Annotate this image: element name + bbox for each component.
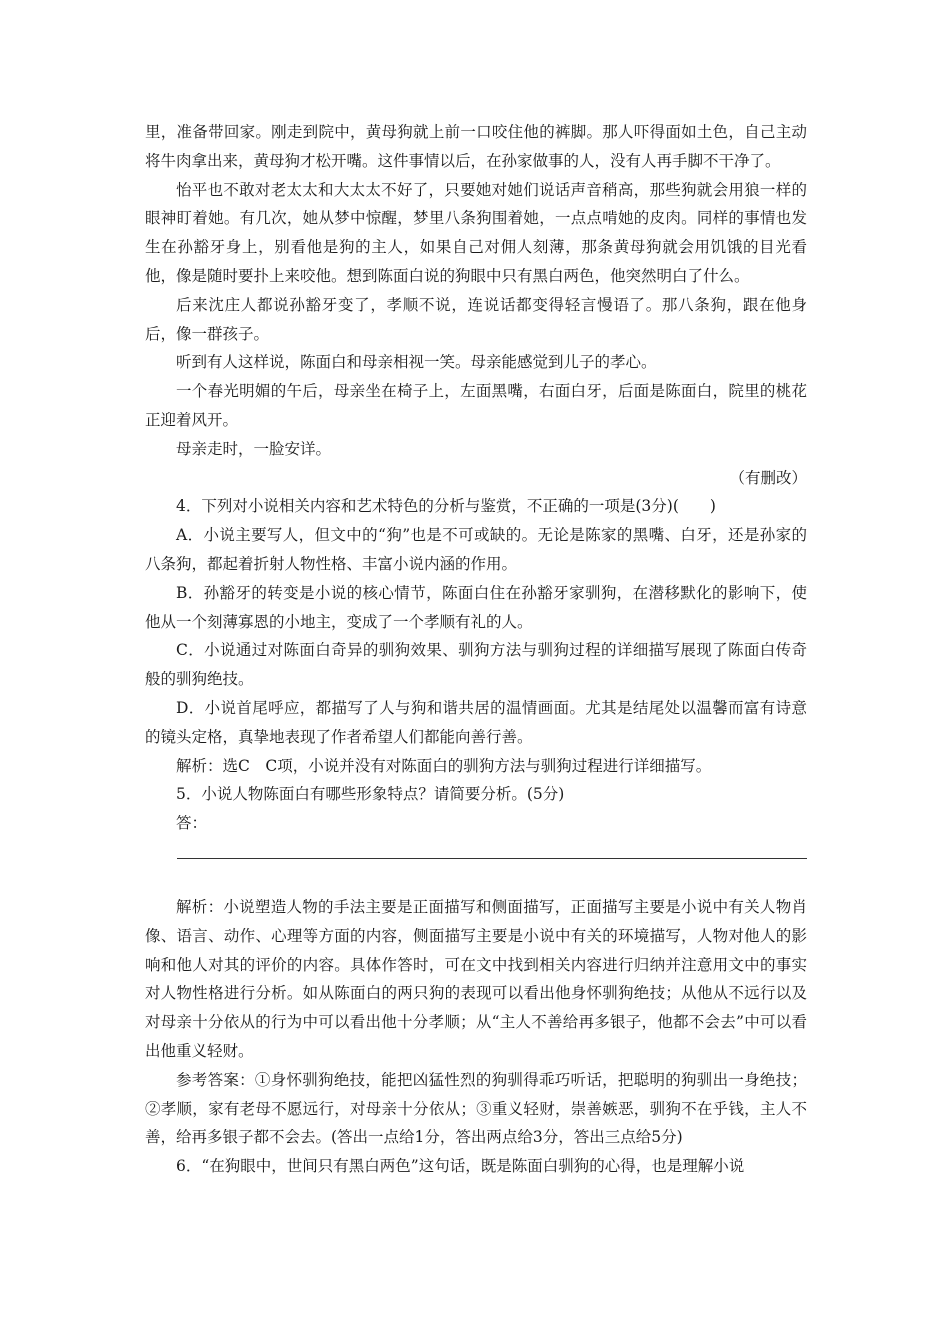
story-paragraph: 里，准备带回家。刚走到院中，黄母狗就上前一口咬住他的裤脚。那人吓得面如土色，自己主动将牛肉拿出来，黄母狗才松开嘴。这件事情以后，在孙家做事的人，没有人再手脚不干净了。 bbox=[145, 123, 807, 170]
question-4-analysis: 解析：选C C项，小说并没有对陈面白的驯狗方法与驯狗过程进行详细描写。 bbox=[176, 756, 712, 775]
question-4-option-a: A．小说主要写人，但文中的“狗”也是不可或缺的。无论是陈家的黑嘴、白牙，还是孙家的八条狗，都起着折射人物性格、丰富小说内涵的作用。 bbox=[145, 526, 807, 573]
story-paragraph: 后来沈庄人都说孙豁牙变了，孝顺不说，连说话都变得轻言慢语了。那八条狗，跟在他身后，像一群孩子。 bbox=[145, 295, 807, 343]
question-4-stem: 4．下列对小说相关内容和艺术特色的分析与鉴赏，不正确的一项是(3分)( ) bbox=[176, 497, 716, 516]
story-paragraph: 怡平也不敢对老太太和大太太不好了，只要她对她们说话声音稍高，那些狗就会用狼一样的眼神盯着她。有几次，她从梦中惊醒，梦里八条狗围着她，一点点啃她的皮肉。同样的事情也发生在孙豁牙身上，别看他是狗的主人，如果自己对佣人刻薄，那条黄母狗就会用饥饿的目光看他，像是随时要扑上来咬他。想到陈面白说的狗眼中只有黑白两色，他突然明白了什么。 bbox=[145, 180, 807, 285]
story-paragraph: 母亲走时，一脸安详。 bbox=[176, 439, 332, 458]
source-note: （有删改） bbox=[729, 468, 807, 487]
question-5-stem: 5．小说人物陈面白有哪些形象特点？请简要分析。(5分) bbox=[176, 785, 565, 804]
question-6-stem: 6．“在狗眼中，世间只有黑白两色”这句话，既是陈面白驯狗的心得，也是理解小说 bbox=[176, 1157, 745, 1176]
document-body bbox=[145, 118, 807, 1181]
story-paragraph: 听到有人这样说，陈面白和母亲相视一笑。母亲能感觉到儿子的孝心。 bbox=[176, 353, 657, 372]
question-5-analysis: 解析：小说塑造人物的手法主要是正面描写和侧面描写，正面描写主要是小说中有关人物肖像、语言、动作、心理等方面的内容，侧面描写主要是小说中有关的环境描写，人物对他人的影响和他人对其的评价的内容。具体作答时，可在文中找到相关内容进行归纳并注意用文中的事实对人物性格进行分析。如从陈面白的两只狗的表现可以看出他身怀驯狗绝技；从他从不远行以及对母亲十分依从的行为中可以看出他十分孝顺；从“主人不善给再多银子，他都不会去”中可以看出他重义轻财。 bbox=[145, 897, 807, 1060]
question-5-reference-answer: 参考答案：①身怀驯狗绝技，能把凶猛性烈的狗驯得乖巧听话，把聪明的狗驯出一身绝技；②孝顺，家有老母不愿远行，对母亲十分依从；③重义轻财，崇善嫉恶，驯狗不在乎钱，主人不善，给再多银子都不会去。(答出一点给1分，答出两点给3分，答出三点给5分) bbox=[145, 1070, 807, 1147]
question-4-option-c: C．小说通过对陈面白奇异的驯狗效果、驯狗方法与驯狗过程的详细描写展现了陈面白传奇般的驯狗绝技。 bbox=[145, 641, 807, 689]
answer-line bbox=[177, 858, 807, 859]
question-4-option-b: B．孙豁牙的转变是小说的核心情节，陈面白住在孙豁牙家驯狗，在潜移默化的影响下，使他从一个刻薄寡恩的小地主，变成了一个孝顺有礼的人。 bbox=[145, 583, 807, 631]
answer-label: 答： bbox=[176, 814, 208, 833]
story-paragraph: 一个春光明媚的午后，母亲坐在椅子上，左面黑嘴，右面白牙，后面是陈面白，院里的桃花正迎着风开。 bbox=[145, 382, 807, 429]
question-4-option-d: D．小说首尾呼应，都描写了人与狗和谐共居的温情画面。尤其是结尾处以温馨而富有诗意的镜头定格，真挚地表现了作者希望人们都能向善行善。 bbox=[145, 698, 807, 746]
